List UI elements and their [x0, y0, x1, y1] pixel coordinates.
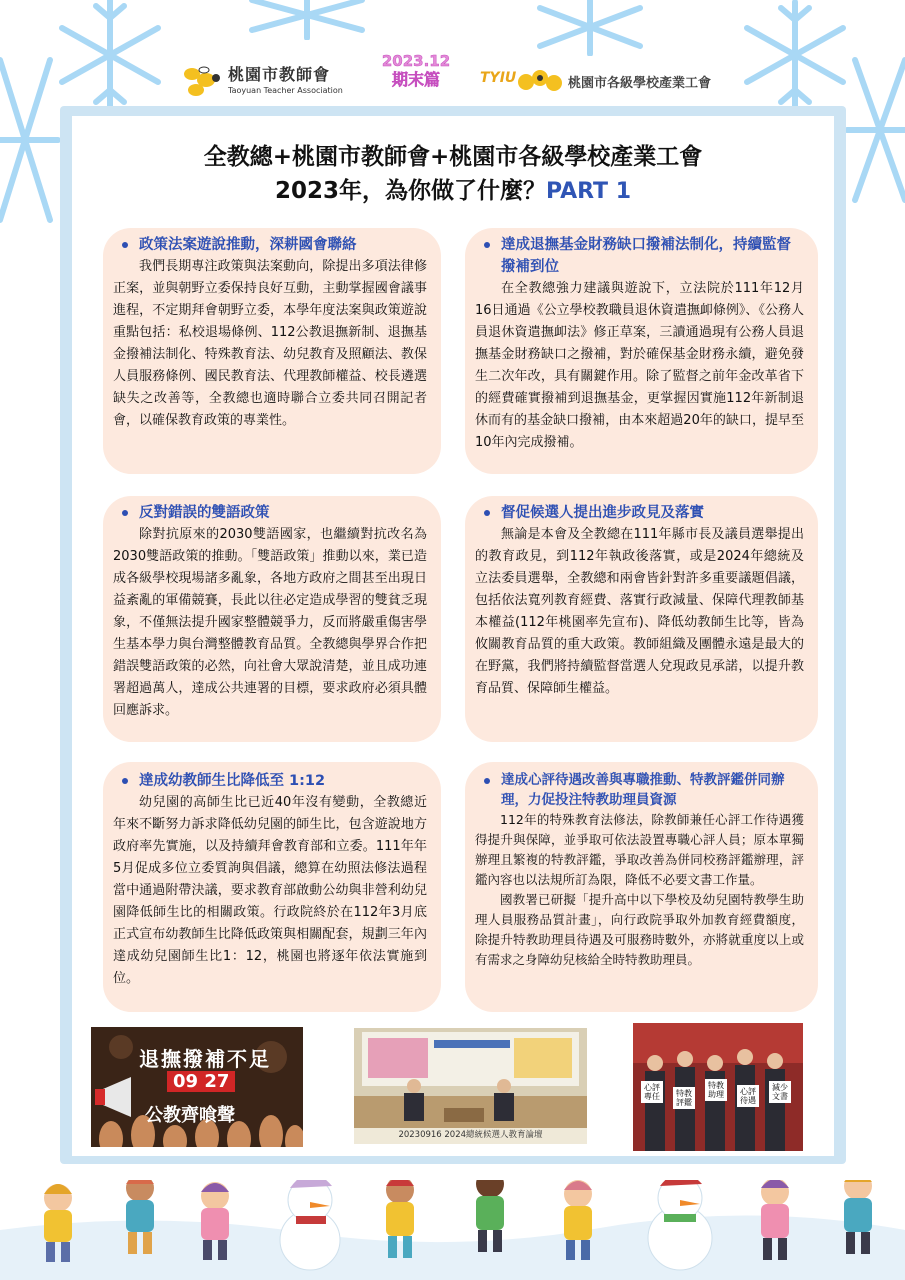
- bee-logo-icon: [516, 66, 564, 96]
- section-heading: 達成幼教師生比降低至 1:12: [113, 770, 427, 792]
- rally-sign: 減少文書: [769, 1081, 791, 1103]
- snowman-icon: [648, 1180, 712, 1270]
- poster-line-1: 退撫撥補不足: [139, 1047, 271, 1071]
- rally-sign: 心評待遇: [737, 1085, 759, 1107]
- forum-photo-caption: 20230916 2024總統候選人教育論壇: [398, 1130, 543, 1140]
- section-card-bilingual-policy: [103, 496, 441, 742]
- left-logo-english: Taoyuan Teacher Association: [228, 86, 343, 95]
- title-line-2: 2023年，為你做了什麼？: [274, 178, 546, 204]
- section-body: 我們長期專注政策與法案動向，除提出多項法律修正案，並與朝野立委保持良好互動，主動掌握國會議事進程，不定期拜會朝野立委，本學年度法案與政策遊說重點包括：私校退場條例、112公教退撫新制、退撫基金撥補法制化、特殊教育法、幼兒教育及照顧法、教保人員服務條例、國民教育法、代理教師權益、校長遴選缺失之改善等，全教總也適時聯合立委共同召開記者會，以確保教育政策的專業性。: [113, 259, 427, 428]
- snowman-icon: [280, 1180, 340, 1270]
- special-education-rally-photo: [633, 1023, 803, 1151]
- right-logo-name: 桃園市各級學校產業工會: [568, 76, 712, 91]
- taoyuan-teacher-association-logo: [180, 60, 358, 100]
- section-card-candidate-platform: [465, 496, 818, 742]
- section-body: 無論是本會及全教總在111年縣市長及議員選舉提出的教育政見，到112年執政後落實，或是2024年總統及立法委員選舉，全教總和兩會皆針對許多重要議題倡議，包括依法寬列教育經費、落實行政減量、保障代理教師基本權益(112年桃園率先宣布)、降低幼教師生比等，皆為攸關教育品質的重大政策。教師組織及團體永遠是最大的在野黨，我們將持續監督當選人兌現政見承諾，以提升教育品質、保障師生權益。: [475, 527, 804, 696]
- section-card-policy-lobbying: [103, 228, 441, 474]
- section-heading: 反對錯誤的雙語政策: [113, 502, 427, 524]
- rally-sign: 心評專任: [641, 1081, 663, 1103]
- taoyuan-industrial-union-logo: [480, 66, 730, 98]
- rally-sign: 特教助理: [705, 1079, 727, 1101]
- section-body: 除對抗原來的2030雙語國家，也繼續對抗改名為2030雙語政策的推動。「雙語政策」推動以來，業已造成各級學校現場諸多亂象，各地方政府之間甚至出現日益紊亂的軍備競賽，長此以往必定造成學習的雙貧乏現象，不僅無法提升國家整體競爭力，反而將嚴重傷害學生基本學力與台灣整體教育品質。全教總與學界合作把錯誤雙語政策的必然，向社會大眾說清楚，並且成功連署超過萬人，達成公共連署的目標，要求政府必須具體回應訴求。: [113, 527, 427, 718]
- page-title: [72, 140, 834, 209]
- section-card-pension-fund: [465, 228, 818, 474]
- left-logo-name: 桃園市教師會: [228, 65, 331, 84]
- poster-line-2: 09 27: [167, 1071, 235, 1092]
- section-heading: 政策法案遊說推動，深耕國會聯絡: [113, 234, 427, 256]
- rally-sign: 特教評鑑: [673, 1087, 695, 1109]
- issue-date: 2023.12: [381, 52, 451, 70]
- bee-logo-icon: [180, 60, 226, 98]
- winter-kids-illustration: [0, 1180, 905, 1280]
- issue-label: 期末篇: [391, 70, 440, 89]
- education-forum-photo: [354, 1028, 587, 1144]
- protest-poster-image: [91, 1027, 303, 1147]
- title-line-1: 全教總+桃園市教師會+桃園市各級學校產業工會: [203, 144, 703, 170]
- section-body: 國教署已研擬「提升高中以下學校及幼兒園特教學生助理人員服務品質計畫」，向行政院爭取外加教育經費額度，除提升特教助理員待遇及可服務時數外，亦將就重度以上或有需求之身障幼兒核給全時特教助理員。: [475, 892, 804, 967]
- section-body: 112年的特殊教育法修法，除教師兼任心評工作待遇獲得提升與保障，並爭取可依法設置專職心評人員；原本單獨辦理且繁複的特教評鑑，爭取改善為併同校務評鑑辦理，評鑑內容也以法規所訂為限，降低不必要文書工作量。: [475, 812, 804, 887]
- poster-line-3: 公教齊喰聲: [145, 1105, 235, 1126]
- title-part: PART 1: [545, 179, 632, 204]
- forum-scene: [354, 1028, 587, 1128]
- header: [0, 0, 905, 110]
- section-card-preschool-ratio: [103, 762, 441, 1012]
- section-body: 在全教總強力建議與遊說下，立法院於111年12月16日通過《公立學校教職員退休資遣撫卹條例》、《公務人員退休資遣撫卹法》修正草案，三讀通過現有公務人員退撫基金財務缺口之撥補，對於確保基金財務永續，避免發生二次年改，具有關鍵作用。除了監督之前年金改革省下的經費確實撥補到退撫基金，更掌握因實施112年新制退休而有的基金缺口撥補，由本來超過20年的缺口，提早至10年內完成撥補。: [475, 281, 804, 450]
- right-logo-mark: TYIU: [480, 70, 517, 86]
- section-heading: 達成退撫基金財務缺口撥補法制化，持續監督撥補到位: [475, 234, 804, 278]
- issue-badge: [380, 52, 452, 90]
- section-card-special-education: [465, 762, 818, 1012]
- section-body: 幼兒園的高師生比已近40年沒有變動，全教總近年來不斷努力訴求降低幼兒園的師生比，包含遊說地方政府率先實施，以及持續拜會教育部和立委。111年年5月促成多位立委質詢與倡議，總算在幼照法修法過程當中通過附帶決議，要求教育部啟動公幼與非營利幼兒園降低師生比的相關政策。行政院終於在112年3月底正式宣布幼教師生比降低政策與相關配套，規劃三年內達成幼兒園師生比1：12，桃園也將逐年依法實施到位。: [113, 795, 427, 986]
- section-heading: 達成心評待遇改善與專職推動、特教評鑑併同辦理，力促投注特教助理員資源: [475, 770, 804, 810]
- section-heading: 督促候選人提出進步政見及落實: [475, 502, 804, 524]
